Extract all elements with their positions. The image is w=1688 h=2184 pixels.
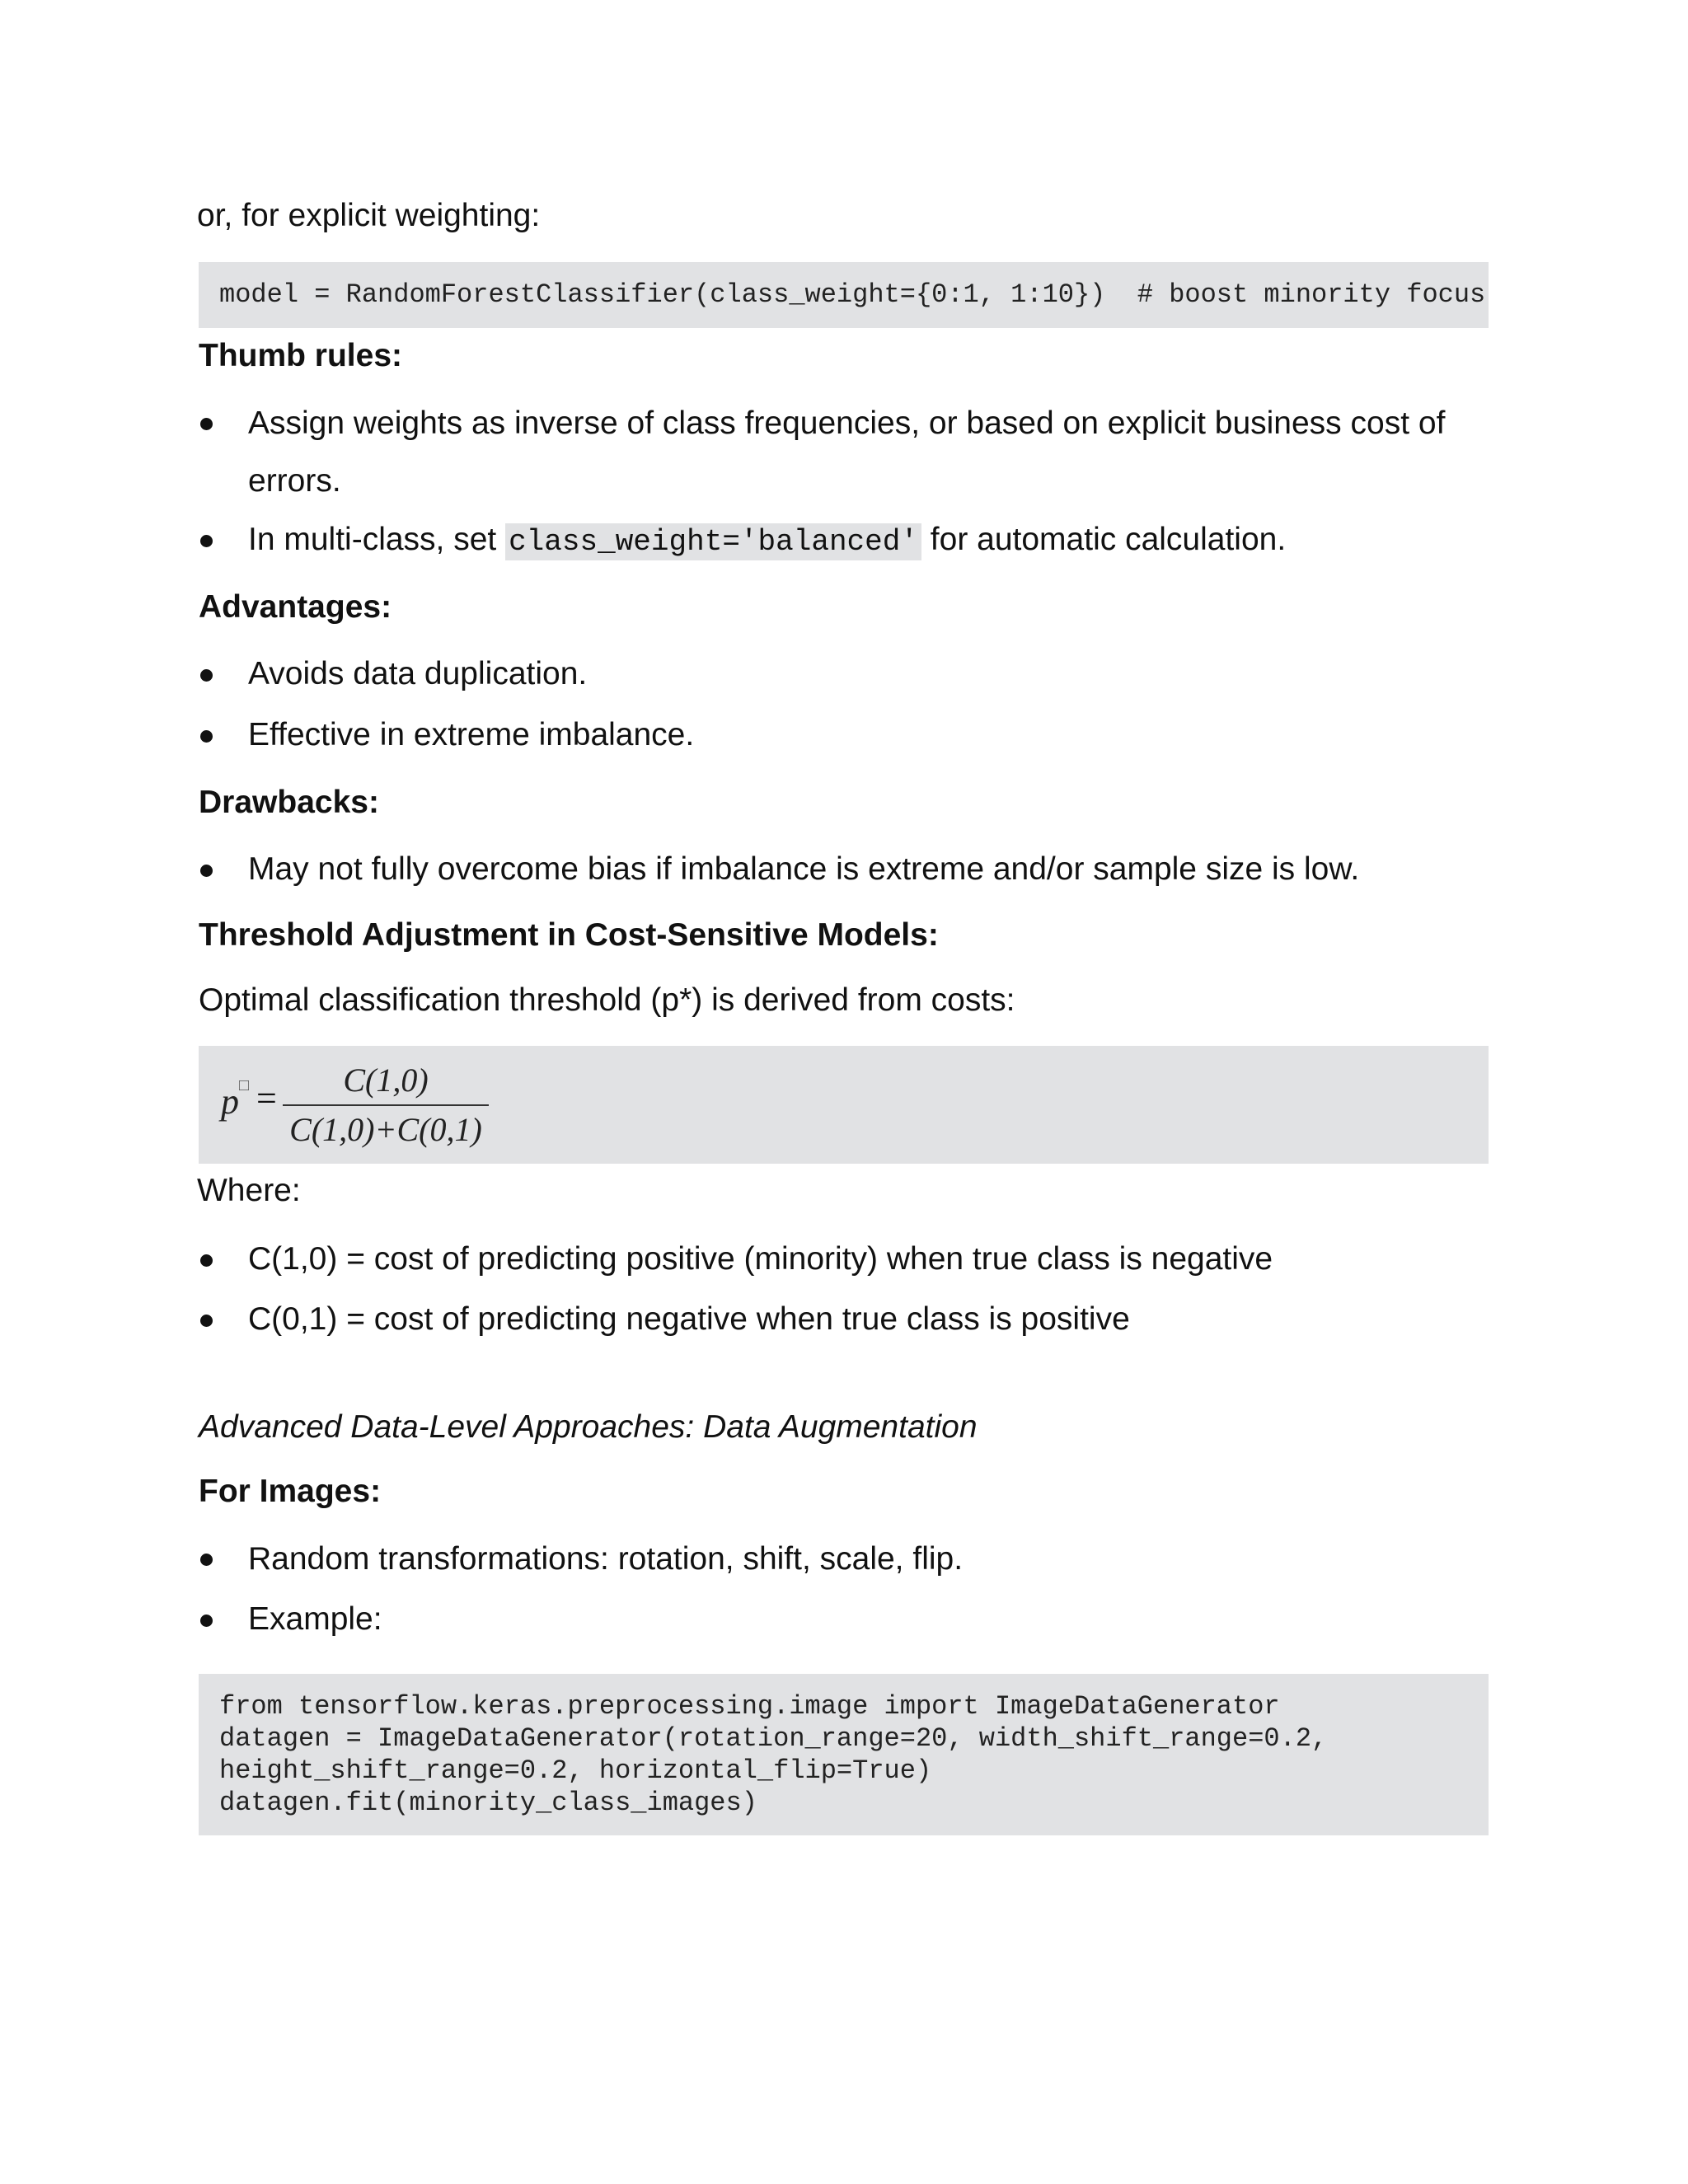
code-block-augmentation <box>199 1674 1489 1835</box>
augmentation-item: Example: <box>248 1601 382 1637</box>
code-line: from tensorflow.keras.preprocessing.image import ImageDataGenerator <box>219 1691 1280 1722</box>
augmentation-item: Random transformations: rotation, shift, scale, flip. <box>248 1541 964 1577</box>
advantages-heading: Advantages: <box>199 589 392 625</box>
formula-denominator-text: C(1,0)+C(0,1) <box>289 1111 482 1148</box>
formula-block <box>199 1046 1489 1164</box>
thumb-rule-item-2 <box>248 521 1286 561</box>
formula-numerator <box>283 1061 489 1099</box>
code-line: datagen = ImageDataGenerator(rotation_range=20, width_shift_range=0.2, <box>219 1723 1328 1754</box>
code-line: datagen.fit(minority_class_images) <box>219 1788 757 1818</box>
where-label: Where: <box>197 1173 301 1208</box>
formula-fraction-bar <box>283 1104 489 1106</box>
formula-equals: = <box>256 1078 277 1118</box>
code-block-explicit-weighting <box>199 262 1489 328</box>
code-line: model = RandomForestClassifier(class_weight={0:1, 1:10}) # boost minority focus <box>219 279 1486 310</box>
thumb-rule-item-1-line-2: errors. <box>248 463 341 499</box>
thumb-rule-item-1-line-1: Assign weights as inverse of class frequencies, or based on explicit business cost of <box>248 405 1446 441</box>
formula-denominator <box>283 1110 489 1149</box>
bullet-icon <box>200 1554 213 1566</box>
bullet-icon <box>200 669 213 682</box>
where-item: C(1,0) = cost of predicting positive (minority) when true class is negative <box>248 1241 1273 1277</box>
inline-code-class-weight: class_weight='balanced' <box>505 523 921 560</box>
drawbacks-heading: Drawbacks: <box>199 785 379 820</box>
augmentation-subtitle: Advanced Data-Level Approaches: Data Augmentation <box>199 1409 978 1445</box>
formula-numerator-text: C(1,0) <box>343 1062 429 1099</box>
for-images-heading: For Images: <box>199 1474 382 1509</box>
thumb-rules-heading: Thumb rules: <box>199 338 403 373</box>
bullet-icon <box>200 1315 213 1327</box>
code-line: height_shift_range=0.2, horizontal_flip=True) <box>219 1755 932 1786</box>
thumb-rule-item-2-after: for automatic calculation. <box>921 522 1287 557</box>
bullet-icon <box>200 730 213 743</box>
bullet-icon <box>200 535 213 547</box>
thumb-rule-item-2-before: In multi-class, set <box>248 522 506 557</box>
bullet-icon <box>200 1615 213 1627</box>
intro-text: or, for explicit weighting: <box>197 198 541 233</box>
threshold-heading: Threshold Adjustment in Cost-Sensitive Models: <box>199 917 939 953</box>
threshold-intro: Optimal classification threshold (p*) is derived from costs: <box>199 982 1015 1018</box>
formula-lhs: p <box>221 1081 239 1122</box>
bullet-icon <box>200 1254 213 1267</box>
advantage-item: Effective in extreme imbalance. <box>248 717 695 752</box>
bullet-icon <box>200 418 213 430</box>
bullet-icon <box>200 865 213 877</box>
drawback-item: May not fully overcome bias if imbalance is extreme and/or sample size is low. <box>248 851 1360 887</box>
where-item: C(0,1) = cost of predicting negative when true class is positive <box>248 1301 1130 1337</box>
formula-superscript: □ <box>239 1076 250 1094</box>
advantage-item: Avoids data duplication. <box>248 656 588 691</box>
